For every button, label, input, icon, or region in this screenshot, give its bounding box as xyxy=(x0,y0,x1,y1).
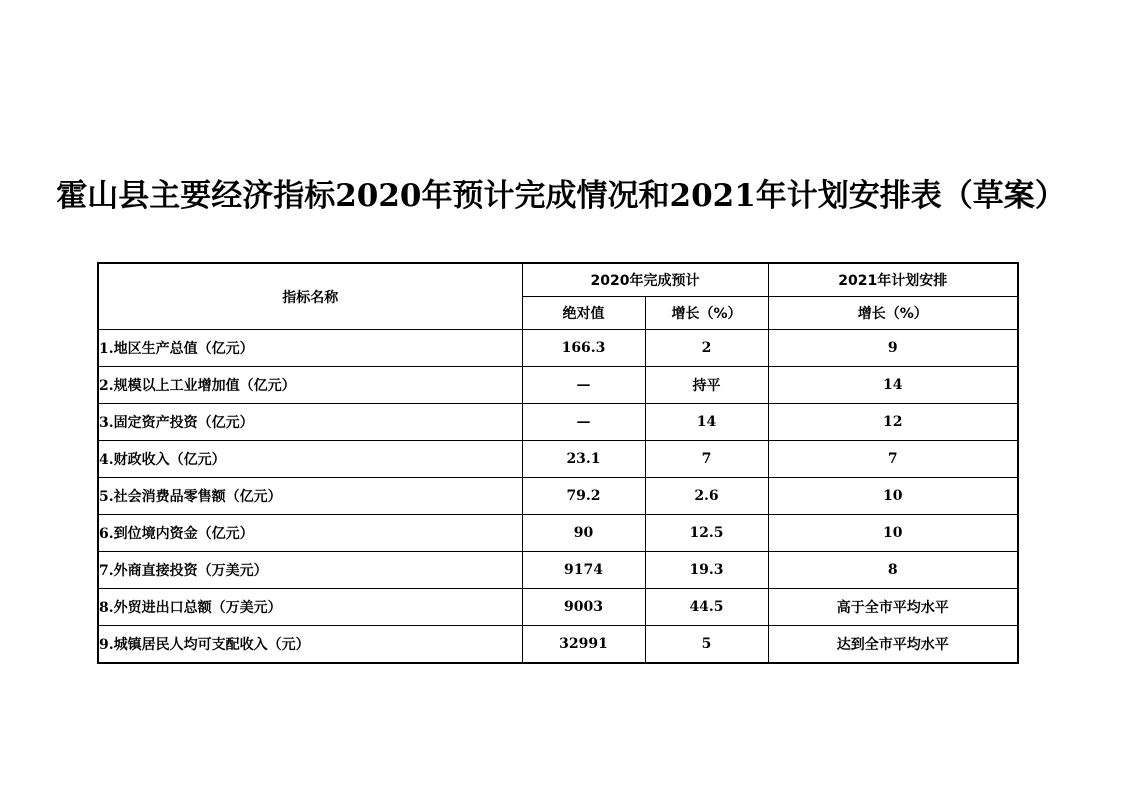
table-row xyxy=(98,441,1018,478)
growth-2021-cell: 10 xyxy=(768,515,1018,552)
header-2020-group: 2020年完成预计 xyxy=(522,263,768,297)
indicator-name-cell: 7.外商直接投资（万美元） xyxy=(98,552,522,589)
indicator-name-cell: 1.地区生产总值（亿元） xyxy=(98,330,522,367)
abs-value-cell: 9174 xyxy=(522,552,645,589)
growth-2021-cell: 7 xyxy=(768,441,1018,478)
indicator-table xyxy=(97,262,1019,664)
indicator-name-cell: 2.规模以上工业增加值（亿元） xyxy=(98,367,522,404)
indicator-name-cell: 3.固定资产投资（亿元） xyxy=(98,404,522,441)
indicator-name-cell: 8.外贸进出口总额（万美元） xyxy=(98,589,522,626)
growth-2020-cell: 14 xyxy=(645,404,768,441)
table-row xyxy=(98,515,1018,552)
indicator-name-cell: 9.城镇居民人均可支配收入（元） xyxy=(98,626,522,664)
abs-value-cell: 32991 xyxy=(522,626,645,664)
page-title: 霍山县主要经济指标2020年预计完成情况和2021年计划安排表（草案） xyxy=(56,178,1066,214)
abs-value-cell: 9003 xyxy=(522,589,645,626)
growth-2020-cell: 12.5 xyxy=(645,515,768,552)
indicator-name-cell: 5.社会消费品零售额（亿元） xyxy=(98,478,522,515)
table-row xyxy=(98,478,1018,515)
growth-2021-cell: 8 xyxy=(768,552,1018,589)
abs-value-cell: — xyxy=(522,404,645,441)
growth-2021-cell: 高于全市平均水平 xyxy=(768,589,1018,626)
abs-value-cell: 79.2 xyxy=(522,478,645,515)
header-indicator-name: 指标名称 xyxy=(98,263,522,330)
table-row xyxy=(98,404,1018,441)
growth-2021-cell: 9 xyxy=(768,330,1018,367)
growth-2020-cell: 7 xyxy=(645,441,768,478)
table-row xyxy=(98,330,1018,367)
table-row xyxy=(98,589,1018,626)
table-row xyxy=(98,367,1018,404)
growth-2021-cell: 14 xyxy=(768,367,1018,404)
growth-2021-cell: 12 xyxy=(768,404,1018,441)
growth-2020-cell: 2 xyxy=(645,330,768,367)
header-growth-2021: 增长（%） xyxy=(768,297,1018,330)
abs-value-cell: 90 xyxy=(522,515,645,552)
table-row xyxy=(98,552,1018,589)
header-abs-value: 绝对值 xyxy=(522,297,645,330)
indicator-name-cell: 4.财政收入（亿元） xyxy=(98,441,522,478)
growth-2020-cell: 19.3 xyxy=(645,552,768,589)
abs-value-cell: 23.1 xyxy=(522,441,645,478)
indicator-name-cell: 6.到位境内资金（亿元） xyxy=(98,515,522,552)
growth-2020-cell: 持平 xyxy=(645,367,768,404)
growth-2020-cell: 2.6 xyxy=(645,478,768,515)
abs-value-cell: 166.3 xyxy=(522,330,645,367)
header-2021-group: 2021年计划安排 xyxy=(768,263,1018,297)
growth-2021-cell: 达到全市平均水平 xyxy=(768,626,1018,664)
header-row-top xyxy=(98,263,1018,297)
growth-2020-cell: 5 xyxy=(645,626,768,664)
growth-2021-cell: 10 xyxy=(768,478,1018,515)
growth-2020-cell: 44.5 xyxy=(645,589,768,626)
header-growth-2020: 增长（%） xyxy=(645,297,768,330)
table-row xyxy=(98,626,1018,664)
abs-value-cell: — xyxy=(522,367,645,404)
